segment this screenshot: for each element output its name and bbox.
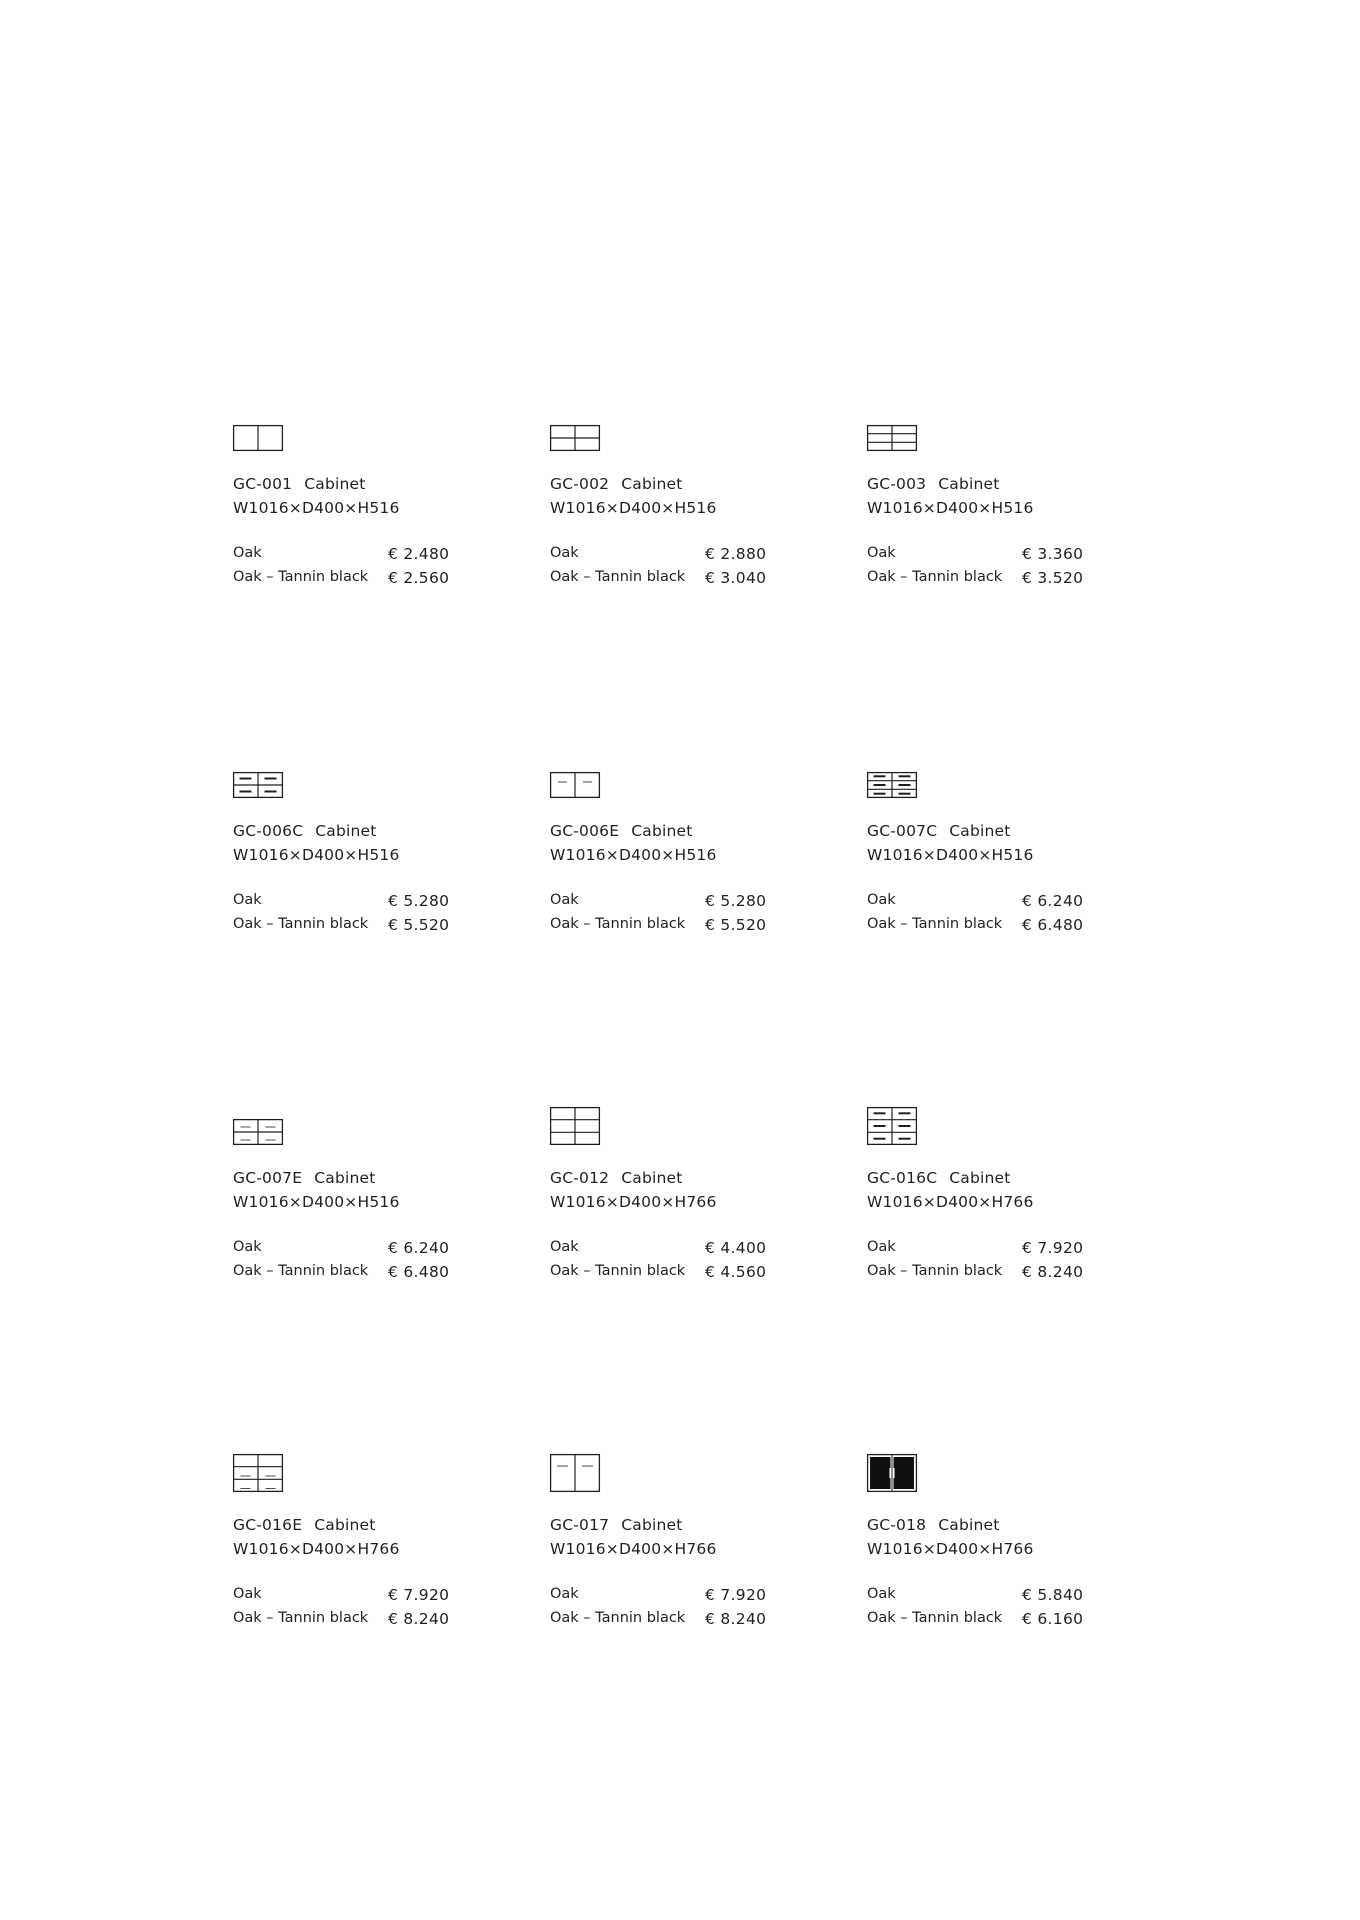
- price-row: [233, 1610, 473, 1630]
- price-row: [550, 892, 790, 912]
- finish-label: Oak: [233, 545, 262, 561]
- finish-label: Oak: [867, 545, 896, 561]
- product-code: GC-016C: [867, 1169, 938, 1187]
- price-value: € 8.240: [388, 1610, 450, 1628]
- finish-label: Oak – Tannin black: [550, 1263, 686, 1279]
- price-value: € 2.880: [705, 545, 767, 563]
- finish-label: Oak: [867, 892, 896, 908]
- product-dimensions: W1016×D400×H516: [550, 499, 717, 517]
- finish-label: Oak – Tannin black: [233, 916, 369, 932]
- product-card: [550, 772, 790, 952]
- price-row: [550, 569, 790, 589]
- product-dimensions: W1016×D400×H766: [867, 1193, 1034, 1211]
- product-code: GC-016E: [233, 1516, 303, 1534]
- product-dimensions: W1016×D400×H766: [550, 1540, 717, 1558]
- price-row: [233, 916, 473, 936]
- price-value: € 3.520: [1022, 569, 1084, 587]
- finish-label: Oak – Tannin black: [550, 916, 686, 932]
- price-row: [233, 1263, 473, 1283]
- product-dimensions: W1016×D400×H516: [233, 1193, 400, 1211]
- product-title: [867, 475, 1000, 493]
- product-card: [233, 1466, 473, 1646]
- price-row: [233, 1586, 473, 1606]
- finish-label: Oak: [233, 1586, 262, 1602]
- finish-label: Oak: [550, 545, 579, 561]
- product-type: Cabinet: [949, 1169, 1011, 1187]
- product-card: [550, 1119, 790, 1299]
- price-row: [550, 1610, 790, 1630]
- product-type: Cabinet: [304, 475, 366, 493]
- product-type: Cabinet: [938, 475, 1000, 493]
- price-value: € 8.240: [1022, 1263, 1084, 1281]
- product-type: Cabinet: [621, 1516, 683, 1534]
- product-type: Cabinet: [315, 822, 377, 840]
- product-type: Cabinet: [949, 822, 1011, 840]
- product-dimensions: W1016×D400×H516: [867, 499, 1034, 517]
- product-card: [867, 772, 1107, 952]
- product-title: [233, 475, 366, 493]
- finish-label: Oak – Tannin black: [233, 1263, 369, 1279]
- finish-label: Oak – Tannin black: [233, 1610, 369, 1626]
- price-row: [550, 1239, 790, 1259]
- price-value: € 4.400: [705, 1239, 767, 1257]
- product-code: GC-012: [550, 1169, 610, 1187]
- product-type: Cabinet: [621, 1169, 683, 1187]
- finish-label: Oak – Tannin black: [867, 916, 1003, 932]
- product-code: GC-007E: [233, 1169, 303, 1187]
- product-dimensions: W1016×D400×H766: [233, 1540, 400, 1558]
- price-value: € 3.040: [705, 569, 767, 587]
- price-value: € 6.240: [388, 1239, 450, 1257]
- price-value: € 6.480: [1022, 916, 1084, 934]
- product-dimensions: W1016×D400×H766: [550, 1193, 717, 1211]
- product-dimensions: W1016×D400×H516: [233, 846, 400, 864]
- finish-label: Oak: [550, 1239, 579, 1255]
- price-row: [867, 892, 1107, 912]
- price-row: [550, 1586, 790, 1606]
- product-title: [867, 822, 1011, 840]
- cabinet-4-compartment-icon: [550, 425, 600, 451]
- product-type: Cabinet: [631, 822, 693, 840]
- finish-label: Oak – Tannin black: [550, 1610, 686, 1626]
- product-card: [867, 1119, 1107, 1299]
- price-row: [867, 545, 1107, 565]
- price-value: € 8.240: [705, 1610, 767, 1628]
- cabinet-tall-2-door-drawer-icon: [550, 1454, 600, 1492]
- cabinet-tall-6-drawer-flat-icon: [233, 1454, 283, 1492]
- finish-label: Oak: [550, 892, 579, 908]
- cabinet-2-drawer-icon: [550, 772, 600, 798]
- product-code: GC-003: [867, 475, 927, 493]
- product-type: Cabinet: [938, 1516, 1000, 1534]
- finish-label: Oak – Tannin black: [550, 569, 686, 585]
- product-code: GC-006E: [550, 822, 620, 840]
- product-title: [867, 1516, 1000, 1534]
- price-value: € 3.360: [1022, 545, 1084, 563]
- finish-label: Oak: [550, 1586, 579, 1602]
- cabinet-tall-6-compartment-icon: [550, 1107, 600, 1145]
- product-type: Cabinet: [314, 1516, 376, 1534]
- price-value: € 7.920: [705, 1586, 767, 1604]
- product-code: GC-006C: [233, 822, 304, 840]
- price-row: [867, 569, 1107, 589]
- product-card: [233, 772, 473, 952]
- product-code: GC-002: [550, 475, 610, 493]
- product-type: Cabinet: [621, 475, 683, 493]
- finish-label: Oak: [233, 1239, 262, 1255]
- cabinet-4-drawer-icon: [233, 772, 283, 798]
- product-dimensions: W1016×D400×H516: [233, 499, 400, 517]
- price-value: € 7.920: [388, 1586, 450, 1604]
- price-row: [550, 916, 790, 936]
- price-value: € 5.840: [1022, 1586, 1084, 1604]
- product-title: [550, 822, 693, 840]
- price-row: [867, 916, 1107, 936]
- price-value: € 5.280: [388, 892, 450, 910]
- product-card: [550, 1466, 790, 1646]
- finish-label: Oak: [233, 892, 262, 908]
- price-row: [550, 1263, 790, 1283]
- product-title: [550, 1169, 683, 1187]
- product-type: Cabinet: [314, 1169, 376, 1187]
- cabinet-6-drawer-icon: [867, 772, 917, 798]
- price-value: € 5.280: [705, 892, 767, 910]
- price-value: € 6.160: [1022, 1610, 1084, 1628]
- product-title: [550, 475, 683, 493]
- product-code: GC-017: [550, 1516, 610, 1534]
- price-value: € 2.480: [388, 545, 450, 563]
- price-row: [233, 569, 473, 589]
- finish-label: Oak – Tannin black: [867, 1263, 1003, 1279]
- product-title: [867, 1169, 1011, 1187]
- product-card: [233, 425, 473, 605]
- price-row: [867, 1610, 1107, 1630]
- cabinet-6-compartment-icon: [867, 425, 917, 451]
- finish-label: Oak: [867, 1239, 896, 1255]
- price-value: € 7.920: [1022, 1239, 1084, 1257]
- product-dimensions: W1016×D400×H516: [867, 846, 1034, 864]
- price-value: € 5.520: [388, 916, 450, 934]
- price-value: € 6.240: [1022, 892, 1084, 910]
- finish-label: Oak – Tannin black: [867, 569, 1003, 585]
- price-row: [867, 1239, 1107, 1259]
- price-value: € 4.560: [705, 1263, 767, 1281]
- price-row: [550, 545, 790, 565]
- product-title: [233, 1169, 376, 1187]
- product-card: [867, 1466, 1107, 1646]
- product-code: GC-018: [867, 1516, 927, 1534]
- product-card: [550, 425, 790, 605]
- cabinet-tall-6-drawer-icon: [867, 1107, 917, 1145]
- finish-label: Oak – Tannin black: [867, 1610, 1003, 1626]
- price-value: € 6.480: [388, 1263, 450, 1281]
- price-value: € 5.520: [705, 916, 767, 934]
- price-value: € 2.560: [388, 569, 450, 587]
- product-code: GC-001: [233, 475, 293, 493]
- cabinet-4-drawer-flat-icon: [233, 1119, 283, 1145]
- price-row: [867, 1263, 1107, 1283]
- finish-label: Oak – Tannin black: [233, 569, 369, 585]
- price-row: [233, 1239, 473, 1259]
- product-code: GC-007C: [867, 822, 938, 840]
- product-card: [233, 1119, 473, 1299]
- product-title: [233, 822, 377, 840]
- product-card: [867, 425, 1107, 605]
- product-dimensions: W1016×D400×H516: [550, 846, 717, 864]
- price-row: [233, 892, 473, 912]
- finish-label: Oak: [867, 1586, 896, 1602]
- cabinet-tall-black-2-door-icon: [867, 1454, 917, 1492]
- price-row: [867, 1586, 1107, 1606]
- product-title: [233, 1516, 376, 1534]
- cabinet-2-door-icon: [233, 425, 283, 451]
- price-row: [233, 545, 473, 565]
- product-dimensions: W1016×D400×H766: [867, 1540, 1034, 1558]
- product-title: [550, 1516, 683, 1534]
